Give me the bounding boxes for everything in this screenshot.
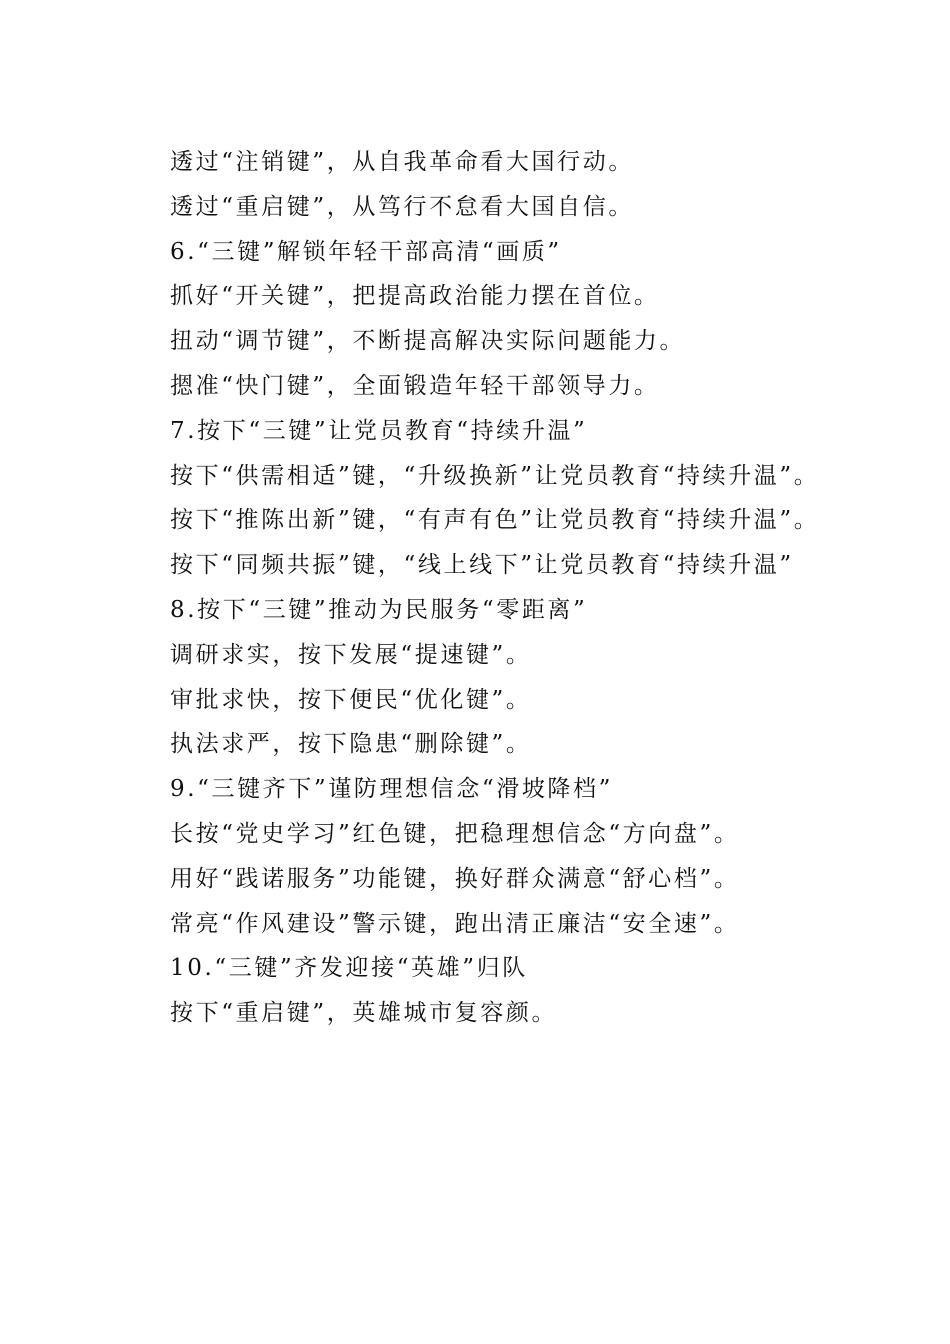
document-body bbox=[122, 140, 830, 1036]
paragraph: 用好“践诺服务”功能键，换好群众满意“舒心档”。 bbox=[170, 865, 740, 892]
section-heading: 6.“三键”解锁年轻干部高清“画质” bbox=[170, 238, 562, 265]
paragraph: 透过“重启键”，从笃行不怠看大国自信。 bbox=[170, 193, 634, 220]
paragraph: 抓好“开关键”，把提高政治能力摆在首位。 bbox=[170, 283, 660, 310]
paragraph: 按下“推陈出新”键，“有声有色”让党员教育“持续升温”。 bbox=[170, 507, 820, 534]
section-heading: 10.“三键”齐发迎接“英雄”归队 bbox=[170, 955, 528, 982]
paragraph: 执法求严，按下隐患“删除键”。 bbox=[170, 731, 532, 758]
paragraph: 审批求快，按下便民“优化键”。 bbox=[170, 686, 532, 713]
section-heading: 7.按下“三键”让党员教育“持续升温” bbox=[170, 417, 588, 444]
paragraph: 按下“供需相适”键，“升级换新”让党员教育“持续升温”。 bbox=[170, 462, 820, 489]
paragraph: 透过“注销键”，从自我革命看大国行动。 bbox=[170, 149, 634, 175]
section-heading: 9.“三键齐下”谨防理想信念“滑坡降档” bbox=[170, 776, 613, 803]
paragraph: 按下“重启键”，英雄城市复容颜。 bbox=[170, 1000, 558, 1027]
paragraph: 常亮“作风建设”警示键，跑出清正廉洁“安全速”。 bbox=[170, 910, 740, 937]
section-heading: 8.按下“三键”推动为民服务“零距离” bbox=[170, 596, 588, 623]
paragraph: 按下“同频共振”键，“线上线下”让党员教育“持续升温” bbox=[170, 552, 794, 579]
paragraph: 摁准“快门键”，全面锻造年轻干部领导力。 bbox=[170, 372, 660, 399]
paragraph: 调研求实，按下发展“提速键”。 bbox=[170, 641, 532, 668]
paragraph: 长按“党史学习”红色键，把稳理想信念“方向盘”。 bbox=[170, 820, 740, 847]
paragraph: 扭动“调节键”，不断提高解决实际问题能力。 bbox=[170, 328, 686, 355]
